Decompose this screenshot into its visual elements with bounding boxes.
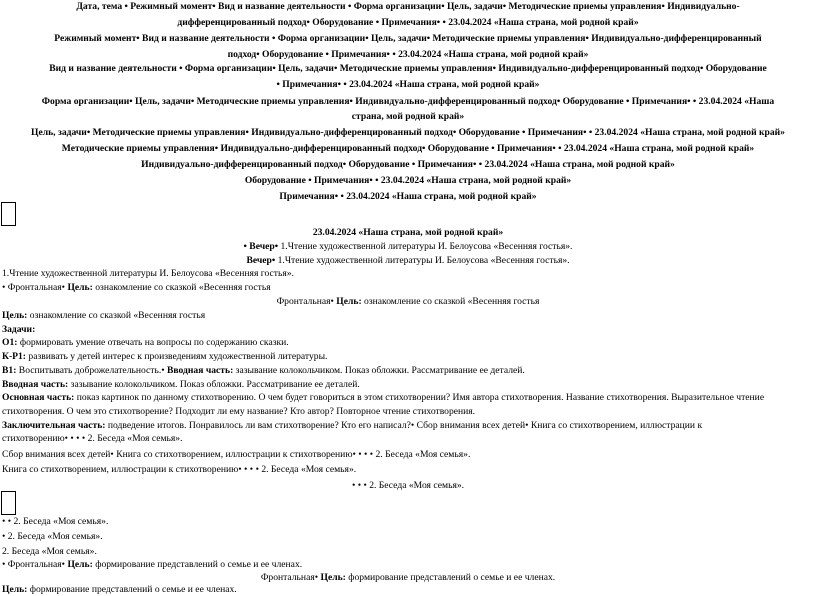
goal-label: Цель: [67,559,93,570]
book-line: Книга со стихотворением, иллюстрации к стихотворению• • • • 2. Беседа «Моя семья». [2,464,357,475]
form-label: Фронтальная• [276,296,337,307]
goal-label: Цель: [320,572,346,583]
evening-label: • Вечер• [243,241,279,252]
main-part-text: показ картинок по данному стихотворению. О чем будет говориться в этом стихотворении? Имя автора стихотворения. Название стихотворения. Выразительное чтение [74,392,765,403]
goal-text: формирование представлений о семье и ее членах. [345,572,556,583]
frontal-line-2 [0,296,816,308]
empty-table-cell [1,491,16,515]
form-label: • Фронтальная• [2,282,68,293]
goal-family-line [2,584,237,596]
header-line-1: Дата, тема • Режимный момент• Вид и название деятельности • Форма организации• Цель, задачи• Методические приемы управления• Индивидуально- [76,1,740,12]
header-line-9: Цель, задачи• Методические приемы управления• Индивидуально-дифференцированный подход• Оборудование • Примечания• • 23.04.2024 «Наша страна, мой родной край» [31,127,785,138]
main-part-line-2: стихотворения. О чем это стихотворение? Подходит ли ему название? Кто автор? Повторное чтение стихотворения. [2,406,476,417]
goal-text: формирование представлений о семье и ее членах. [92,559,303,570]
evening-text: 1.Чтение художественной литературы И. Белоусова «Весенняя гостья». [275,255,570,266]
evening-line-2 [0,255,816,267]
header-line-10: Методические приемы управления• Индивидуально-дифференцированный подход• Оборудование • Примечания• • 23.04.2024 «Наша страна, мой родной край» [61,143,755,154]
bullets-line-2: • • 2. Беседа «Моя семья». [2,516,109,527]
intro-part [2,379,360,391]
bullets-line-1: • 2. Беседа «Моя семья». [2,531,103,542]
header-line-5: Вид и название деятельности • Форма организации• Цель, задачи• Методические приемы управления• Индивидуально-дифференцированный подход• Оборудование [49,63,767,74]
intro-label: Вводная часть: [167,365,234,376]
final-part-line-2: стихотворению• • • • 2. Беседа «Моя семья». [2,433,183,444]
task-v1 [2,365,525,377]
header-line-12: Оборудование • Примечания• • 23.04.2024 «Наша страна, мой родной край» [244,175,572,186]
frontal-line-4 [0,572,816,584]
header-line-4: подход• Оборудование • Примечания• • 23.04.2024 «Наша страна, мой родной край» [227,49,589,60]
goal-label: Цель: [67,282,93,293]
tasks-label: Задачи: [2,324,36,335]
date-title: 23.04.2024 «Наша страна, мой родной край» [312,227,504,238]
header-line-11: Индивидуально-дифференцированный подход• Оборудование • Примечания• • 23.04.2024 «Наша страна, мой родной край» [141,159,675,170]
evening-label: Вечер• [246,255,276,266]
task-text: Воспитывать доброжелательность.• [16,365,168,376]
intro-text: зазывание колокольчиком. Показ обложки. Рассматривание ее деталей. [233,365,525,376]
goal-line [2,310,205,322]
main-part-label: Основная часть: [2,392,75,403]
task-code: В1: [2,365,17,376]
task-text: развивать у детей интерес к произведениям художественной литературы. [26,351,328,362]
task-o1 [2,337,289,349]
beseda-line: 2. Беседа «Моя семья». [2,546,97,557]
form-label: Фронтальная• [260,572,321,583]
goal-text: ознакомление со сказкой «Весенняя гостья [27,310,206,321]
goal-text: формирование представлений о семье и ее членах. [27,584,237,595]
final-part-line-1 [2,420,702,432]
evening-text: 1.Чтение художественной литературы И. Белоусова «Весенняя гостья». [278,241,573,252]
header-line-7: Форма организации• Цель, задачи• Методические приемы управления• Индивидуально-дифференцированный подход• Оборудование • Примечания• • 23.04.2024 «Наша [41,96,775,107]
empty-table-cell [1,202,16,226]
goal-label: Цель: [2,310,28,321]
reading-line: 1.Чтение художественной литературы И. Белоусова «Весенняя гостья». [2,268,294,279]
header-line-13: Примечания• • 23.04.2024 «Наша страна, мой родной край» [279,191,537,202]
main-part-line-1 [2,392,764,404]
frontal-line-1 [2,282,271,294]
goal-label: Цель: [2,584,28,595]
goal-label: Цель: [336,296,362,307]
header-line-2: дифференцированный подход• Оборудование • Примечания• • 23.04.2024 «Наша страна, мой родной край» [177,17,639,28]
goal-text: ознакомление со сказкой «Весенняя гостья [361,296,540,307]
task-code: О1: [2,337,18,348]
final-part-label: Заключительная часть: [2,420,106,431]
goal-text: ознакомление со сказкой «Весенняя гостья [92,282,271,293]
header-line-8: страна, мой родной край» [351,111,465,122]
task-text: формировать умение отвечать на вопросы по содержанию сказки. [17,337,289,348]
frontal-line-3 [2,559,302,571]
bullets-center: • • • 2. Беседа «Моя семья». [351,480,465,491]
header-line-6: • Примечания• • 23.04.2024 «Наша страна, мой родной край» [276,79,540,90]
task-code: К-Р1: [2,351,27,362]
evening-line-1 [0,241,816,253]
gather-line: Сбор внимания всех детей• Книга со стихотворением, иллюстрации к стихотворению• • • • 2. Беседа «Моя семья». [2,449,471,460]
form-label: • Фронтальная• [2,559,68,570]
intro-text: зазывание колокольчиком. Показ обложки. Рассматривание ее деталей. [68,379,360,390]
task-kr1 [2,351,327,363]
header-line-3: Режимный момент• Вид и название деятельности • Форма организации• Цель, задачи• Методические приемы управления• Индивидуально-дифференцированный [54,33,762,44]
intro-label: Вводная часть: [2,379,69,390]
final-part-text: подведение итогов. Понравилось ли вам стихотворение? Кто его написал?• Сбор внимания всех детей• Книга со стихотворением, иллюстрации к [105,420,703,431]
